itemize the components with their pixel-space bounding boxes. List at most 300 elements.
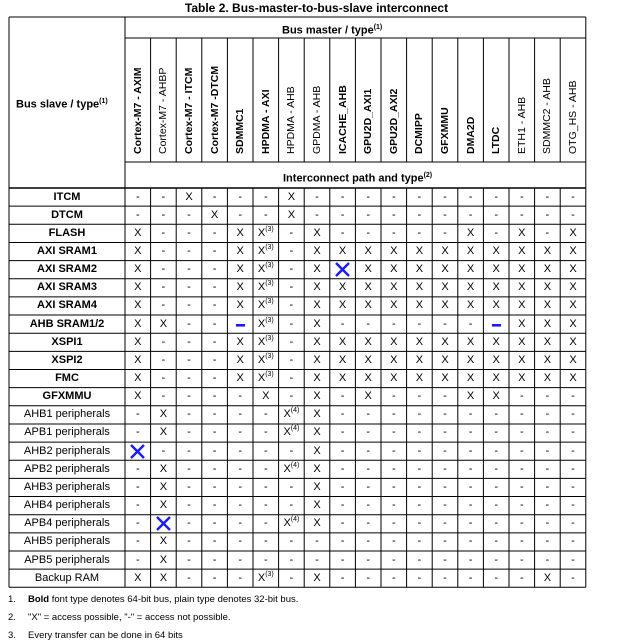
table-cell: X (287, 208, 296, 221)
master-header: HPDMA - AXI (259, 89, 272, 154)
slave-label: ITCM (53, 190, 81, 203)
table-cell: X (518, 244, 526, 257)
table-cell: X (441, 299, 449, 312)
table-cell: X (569, 244, 577, 257)
table-cell: - (263, 480, 268, 493)
table-cell: X (134, 571, 142, 584)
table-cell: - (212, 190, 217, 203)
table-cell: - (161, 208, 166, 221)
table-cell: - (187, 244, 191, 257)
table-cell: X (134, 335, 142, 348)
table-cell: - (263, 444, 268, 457)
table-cell: - (263, 535, 268, 548)
table-cell: - (187, 226, 191, 239)
table-cell: X (338, 244, 347, 257)
table-cell: X (313, 244, 321, 257)
table-cell: - (519, 408, 524, 421)
table-cell: - (391, 499, 396, 512)
table-cell: X (338, 335, 347, 348)
table-cell: - (212, 535, 217, 548)
table-cell: X (492, 281, 500, 294)
table-cell: X (441, 244, 449, 257)
table-cell: - (366, 317, 371, 330)
table-cell: - (289, 353, 294, 366)
table-cell: - (519, 444, 524, 457)
table-cell: - (212, 317, 217, 330)
table-cell: X (236, 226, 244, 239)
table-cell: $X^{(3)}$ (257, 280, 274, 294)
table-cell: - (519, 517, 524, 530)
master-header: GPDMA - AHB (311, 85, 323, 154)
table-cell: X (390, 372, 398, 384)
table-cell: - (571, 480, 575, 493)
table-cell: - (340, 317, 345, 330)
table-cell: X (313, 263, 321, 276)
table-cell: X (159, 571, 168, 584)
table-cell: - (238, 444, 243, 457)
table-cell: - (238, 480, 243, 493)
table-cell: X (338, 299, 347, 312)
table-cell: X (134, 263, 142, 276)
table-cell: X (236, 353, 244, 366)
table-cell: - (366, 499, 371, 512)
table-cell: X (466, 353, 475, 366)
table-cell: - (366, 553, 371, 566)
table-cell: - (238, 462, 243, 475)
table-cell: - (161, 444, 166, 457)
table-cell: - (391, 317, 396, 330)
table-cell: $X^{(3)}$ (257, 243, 274, 257)
table-cell: $X^{(3)}$ (257, 371, 274, 384)
table-cell: - (212, 499, 217, 512)
table-cell: $X^{(4)}$ (283, 516, 300, 530)
table-cell: - (135, 462, 140, 475)
slave-label: AHB2 peripherals (23, 444, 111, 457)
table-cell: X (185, 190, 193, 203)
table-cell: - (289, 499, 294, 512)
table-cell: X (390, 281, 398, 294)
table-cell: - (417, 553, 422, 566)
table-cell: - (494, 190, 499, 203)
table-cell: - (263, 517, 268, 530)
table-cell: X (313, 299, 321, 312)
slave-label: AHB5 peripherals (23, 535, 111, 548)
table-cell: X (569, 372, 577, 384)
table-cell: - (340, 444, 345, 457)
table-cell: - (340, 517, 345, 530)
table-cell: - (443, 208, 447, 221)
table-cell: - (263, 408, 268, 421)
table-cell: - (315, 535, 319, 548)
table-cell: - (417, 444, 422, 457)
table-cell: - (187, 353, 191, 366)
table-cell: - (289, 226, 294, 239)
table-cell: X (134, 317, 142, 330)
table-cell: - (366, 208, 371, 221)
table-cell: - (443, 226, 447, 239)
table-cell: - (366, 571, 371, 584)
table-cell: X (569, 281, 577, 294)
table-cell: - (443, 190, 447, 203)
master-header: GPU2D_AXI2 (387, 88, 400, 154)
table-cell: - (545, 444, 550, 457)
table-cell: X (466, 390, 475, 403)
table-cell: - (417, 480, 422, 493)
master-header: ETH1 - AHB (515, 96, 528, 154)
table-cell: - (289, 444, 294, 457)
table-cell: - (366, 426, 371, 439)
table-cell: X (364, 353, 372, 366)
master-header: DMA2D (464, 116, 477, 154)
table-cell: - (187, 444, 191, 457)
table-cell: - (340, 535, 345, 548)
highlight-x-mark (151, 515, 176, 532)
table-cell: - (187, 408, 191, 421)
highlight-x-mark (125, 443, 150, 460)
table-cell: - (212, 372, 217, 384)
table-cell: X (466, 299, 475, 312)
table-cell: - (391, 426, 396, 439)
table-cell: - (238, 390, 243, 403)
table-cell: - (571, 535, 575, 548)
table-cell: - (187, 317, 191, 330)
table-cell: X (492, 244, 500, 257)
table-cell: - (366, 480, 371, 493)
table-cell: X (313, 444, 321, 457)
table-cell: X (338, 353, 347, 366)
slave-label: XSPI1 (51, 335, 83, 348)
table-cell: - (468, 499, 473, 512)
table-cell: X (134, 244, 142, 257)
table-cell: - (187, 553, 191, 566)
table-cell: $X^{(3)}$ (257, 570, 274, 584)
table-cell: - (187, 390, 191, 403)
table-cell: X (518, 263, 526, 276)
table-cell: X (313, 317, 321, 330)
table-cell: - (391, 190, 396, 203)
slave-label: AHB SRAM1/2 (29, 317, 105, 330)
table-cell: - (443, 553, 447, 566)
slave-label: DTCM (51, 208, 83, 221)
table-cell: - (135, 517, 140, 530)
table-cell: - (417, 226, 422, 239)
table-cell: X (313, 281, 321, 294)
table-cell: X (543, 244, 552, 257)
highlight-x-mark (330, 261, 355, 278)
table-cell: - (212, 462, 217, 475)
table-cell: - (161, 226, 166, 239)
table-cell: - (212, 281, 217, 294)
table-cell: X (313, 462, 321, 475)
table-cell: - (519, 390, 524, 403)
table-cell: - (417, 317, 422, 330)
table-cell: - (187, 263, 191, 276)
table-cell: - (417, 208, 422, 221)
table-cell: - (519, 499, 524, 512)
table-cell: - (391, 408, 396, 421)
table-cell: - (289, 299, 294, 312)
table-cell: - (494, 553, 499, 566)
table-cell: - (238, 553, 243, 566)
table-cell: - (315, 208, 319, 221)
table-cell: - (417, 517, 422, 530)
table-cell: X (569, 226, 577, 239)
table-cell: - (238, 571, 243, 584)
table-cell: - (187, 335, 191, 348)
table-cell: - (417, 535, 422, 548)
table-cell: X (543, 335, 552, 348)
table-cell: - (494, 208, 499, 221)
table-cell: - (494, 571, 499, 584)
table-cell: - (212, 299, 217, 312)
table-cell: - (443, 317, 447, 330)
table-cell: X (415, 299, 424, 312)
table-cell: - (289, 317, 294, 330)
table-cell: X (134, 390, 142, 403)
table-cell: X (390, 335, 398, 348)
table-cell: X (569, 317, 577, 330)
table-cell: $X^{(4)}$ (283, 425, 300, 439)
table-cell: - (263, 499, 268, 512)
table-cell: - (238, 517, 243, 530)
table-cell: X (441, 335, 449, 348)
slave-label: APB4 peripherals (24, 517, 110, 530)
table-cell: X (313, 571, 321, 584)
table-cell: X (134, 226, 142, 239)
table-cell: X (415, 335, 424, 348)
table-cell: - (161, 244, 166, 257)
master-header: OTG_HS - AHB (567, 80, 579, 154)
table-cell: - (135, 426, 140, 439)
slave-label: FLASH (48, 226, 86, 239)
table-cell: - (212, 517, 217, 530)
table-cell: - (161, 263, 166, 276)
table-cell: X (134, 353, 142, 366)
bus-slave-header: Bus slave / type$^{(1)}$ (16, 98, 108, 111)
table-cell: X (159, 317, 168, 330)
table-cell: - (443, 390, 447, 403)
slave-label: APB1 peripherals (24, 426, 110, 439)
table-cell: - (571, 208, 575, 221)
table-cell: X (364, 281, 372, 294)
table-cell: - (135, 190, 140, 203)
table-cell: - (571, 553, 575, 566)
table-cell: X (159, 535, 168, 548)
table-cell: - (494, 462, 499, 475)
table-cell: - (571, 444, 575, 457)
table-cell: X (415, 281, 424, 294)
table-cell: - (340, 480, 345, 493)
slave-label: AHB1 peripherals (23, 408, 111, 421)
table-cell: - (468, 571, 473, 584)
table-cell: - (468, 208, 473, 221)
table-cell: - (340, 571, 345, 584)
table-cell: - (571, 426, 575, 439)
table-cell: - (519, 535, 524, 548)
slave-label: AXI SRAM1 (37, 244, 97, 257)
master-header: DCMIPP (413, 113, 426, 154)
table-cell: - (468, 535, 473, 548)
table-cell: - (340, 499, 345, 512)
slave-label: AHB3 peripherals (23, 480, 111, 493)
table-cell: - (212, 353, 217, 366)
table-cell: - (289, 372, 294, 384)
table-cell: - (238, 208, 243, 221)
table-cell: X (390, 263, 398, 276)
master-header: SDMMC1 (234, 108, 247, 154)
table-cell: - (391, 571, 396, 584)
table-cell: - (443, 426, 447, 439)
table-cell: - (289, 535, 294, 548)
table-cell: - (289, 480, 294, 493)
table-cell: X (236, 372, 244, 384)
table-cell: X (313, 372, 321, 384)
table-cell: - (494, 499, 499, 512)
table-cell: X (364, 299, 372, 312)
table-cell: X (518, 335, 526, 348)
slave-label: AXI SRAM4 (37, 299, 97, 312)
table-cell: X (466, 335, 475, 348)
table-cell: - (468, 553, 473, 566)
table-cell: X (236, 244, 244, 257)
table-cell: - (443, 571, 447, 584)
table-cell: - (494, 408, 499, 421)
table-cell: X (390, 299, 398, 312)
table-cell: - (238, 408, 243, 421)
table-cell: - (545, 390, 550, 403)
table-cell: X (441, 353, 449, 366)
table-cell: X (518, 353, 526, 366)
slave-label: GFXMMU (42, 390, 92, 403)
table-title: Table 2. Bus-master-to-bus-slave interconnect (184, 1, 449, 15)
table-cell: - (494, 517, 499, 530)
table-cell: X (415, 372, 424, 384)
table-cell: X (236, 281, 244, 294)
table-cell: - (263, 462, 268, 475)
table-cell: - (161, 335, 166, 348)
table-cell: - (340, 226, 345, 239)
table-cell: - (417, 462, 422, 475)
table-cell: - (571, 462, 575, 475)
table-cell: - (340, 462, 345, 475)
table-cell: - (135, 480, 140, 493)
table-cell: X (313, 390, 321, 403)
table-cell: - (443, 462, 447, 475)
table-cell: - (391, 480, 396, 493)
table-cell: - (238, 499, 243, 512)
table-cell: $X^{(4)}$ (283, 407, 300, 421)
table-cell: $X^{(3)}$ (257, 225, 274, 239)
table-cell: - (468, 317, 473, 330)
table-cell: X (134, 299, 142, 312)
table-cell: X (415, 244, 424, 257)
table-cell: - (263, 208, 268, 221)
table-cell: X (134, 372, 142, 384)
table-cell: - (366, 190, 371, 203)
table-cell: - (289, 244, 294, 257)
table-cell: - (443, 535, 447, 548)
table-cell: X (159, 499, 168, 512)
table-cell: - (571, 499, 575, 512)
table-cell: X (543, 571, 552, 584)
table-cell: - (135, 408, 140, 421)
table-cell: - (212, 335, 217, 348)
table-cell: - (571, 408, 575, 421)
table-cell: X (159, 480, 168, 493)
master-header: SDMMC2 - AHB (541, 78, 554, 154)
table-cell: - (417, 571, 422, 584)
table-cell: - (289, 263, 294, 276)
master-header: HPDMA - AHB (285, 86, 298, 154)
table-cell: - (391, 444, 396, 457)
table-cell: - (519, 480, 524, 493)
table-cell: X (364, 335, 372, 348)
slave-label: APB2 peripherals (24, 462, 110, 475)
table-cell: X (543, 372, 552, 384)
table-cell: - (161, 390, 166, 403)
slave-label: AXI SRAM2 (37, 263, 97, 276)
table-cell: - (238, 535, 243, 548)
blue-dash-mark (228, 316, 253, 333)
table-cell: - (212, 553, 217, 566)
table-cell: X (338, 281, 347, 294)
table-cell: - (391, 553, 396, 566)
table-cell: X (518, 281, 526, 294)
footnote: 3. Every transfer can be done in 64 bits (8, 630, 183, 642)
table-cell: - (238, 426, 243, 439)
table-cell: - (519, 462, 524, 475)
slave-label: XSPI2 (51, 353, 83, 366)
table-cell: X (236, 299, 244, 312)
table-cell: - (187, 372, 191, 384)
table-cell: - (161, 372, 166, 384)
table-cell: - (391, 208, 396, 221)
master-header: GPU2D_AXI1 (362, 88, 375, 154)
table-cell: X (313, 517, 321, 530)
table-cell: $X^{(3)}$ (257, 334, 274, 348)
table-cell: X (492, 263, 500, 276)
table-cell: X (492, 335, 500, 348)
table-cell: X (159, 553, 168, 566)
table-cell: - (468, 517, 473, 530)
table-cell: X (492, 353, 500, 366)
table-cell: - (417, 408, 422, 421)
table-cell: - (545, 208, 550, 221)
table-cell: - (468, 480, 473, 493)
table-cell: - (263, 553, 268, 566)
table-cell: - (571, 390, 575, 403)
interconnect-header: Interconnect path and type$^{(2)}$ (283, 172, 433, 185)
table-cell: - (212, 426, 217, 439)
table-cell: X (415, 263, 424, 276)
table-cell: - (135, 535, 140, 548)
table-cell: - (161, 353, 166, 366)
table-cell: - (468, 462, 473, 475)
table-cell: - (289, 571, 294, 584)
table-cell: - (571, 190, 575, 203)
footnote: 2. "X" = access possible, "-" = access not possible. (8, 612, 231, 624)
table-cell: - (417, 390, 422, 403)
table-cell: - (443, 444, 447, 457)
table-cell: - (340, 390, 345, 403)
table-cell: X (466, 372, 475, 384)
table-cell: - (366, 462, 371, 475)
table-cell: - (545, 553, 550, 566)
table-cell: - (417, 499, 422, 512)
table-cell: X (364, 372, 372, 384)
table-cell: - (187, 281, 191, 294)
table-cell: - (289, 553, 294, 566)
